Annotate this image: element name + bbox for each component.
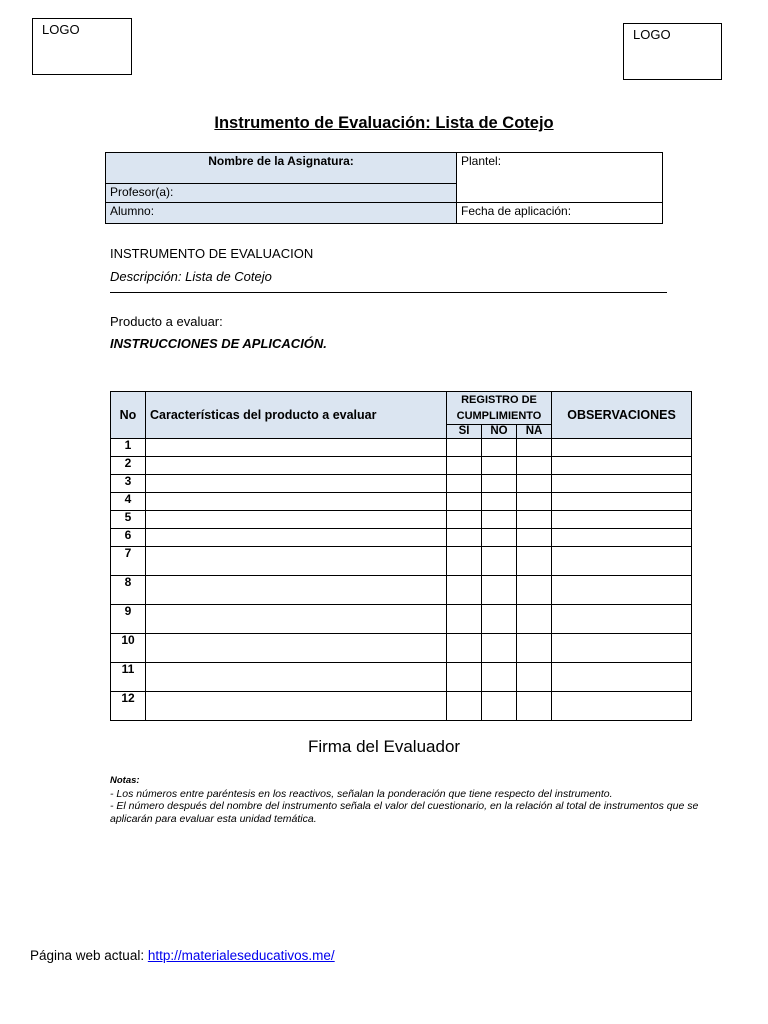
footer <box>30 948 335 963</box>
note-line-1: - Los números entre paréntesis en los reactivos, señalan la ponderación que tiene respecto del instrumento. <box>110 787 613 800</box>
si-cell[interactable] <box>447 547 482 576</box>
si-cell[interactable] <box>447 439 482 457</box>
no-cell[interactable] <box>482 475 517 493</box>
observation-cell[interactable] <box>552 493 692 511</box>
characteristic-cell[interactable] <box>146 475 447 493</box>
si-cell[interactable] <box>447 663 482 692</box>
no-cell[interactable] <box>482 511 517 529</box>
divider <box>110 292 667 293</box>
row-number: 9 <box>111 605 146 634</box>
evaluator-signature: Firma del Evaluador <box>307 737 461 756</box>
row-number: 7 <box>111 547 146 576</box>
na-cell[interactable] <box>517 576 552 605</box>
observation-cell[interactable] <box>552 529 692 547</box>
characteristic-cell[interactable] <box>146 493 447 511</box>
website-link[interactable]: http://materialeseducativos.me/ <box>147 948 335 963</box>
observation-cell[interactable] <box>552 475 692 493</box>
school-field[interactable]: Plantel: <box>457 153 662 203</box>
no-cell[interactable] <box>482 439 517 457</box>
si-cell[interactable] <box>447 475 482 493</box>
row-number: 5 <box>111 511 146 529</box>
observation-cell[interactable] <box>552 663 692 692</box>
no-cell[interactable] <box>482 576 517 605</box>
na-cell[interactable] <box>517 529 552 547</box>
row-number: 3 <box>111 475 146 493</box>
table-row <box>111 692 692 721</box>
header-observations: OBSERVACIONES <box>552 392 692 439</box>
characteristic-cell[interactable] <box>146 547 447 576</box>
si-cell[interactable] <box>447 493 482 511</box>
no-cell[interactable] <box>482 692 517 721</box>
si-cell[interactable] <box>447 605 482 634</box>
observation-cell[interactable] <box>552 576 692 605</box>
table-row <box>111 529 692 547</box>
characteristic-cell[interactable] <box>146 605 447 634</box>
characteristic-cell[interactable] <box>146 457 447 475</box>
no-cell[interactable] <box>482 634 517 663</box>
logo-right-text: LOGO <box>633 27 671 42</box>
table-row <box>111 605 692 634</box>
table-row <box>111 439 692 457</box>
no-cell[interactable] <box>482 605 517 634</box>
notes-title: Notas: <box>110 775 140 786</box>
observation-cell[interactable] <box>552 605 692 634</box>
header-characteristics: Características del producto a evaluar <box>146 392 447 439</box>
logo-left-text: LOGO <box>42 22 80 37</box>
no-cell[interactable] <box>482 547 517 576</box>
no-cell[interactable] <box>482 529 517 547</box>
table-row <box>111 634 692 663</box>
table-row <box>111 457 692 475</box>
na-cell[interactable] <box>517 511 552 529</box>
characteristic-cell[interactable] <box>146 576 447 605</box>
date-field[interactable]: Fecha de aplicación: <box>461 204 572 218</box>
document-title: Instrumento de Evaluación: Lista de Cotejo <box>214 114 554 132</box>
row-number: 6 <box>111 529 146 547</box>
observation-cell[interactable] <box>552 511 692 529</box>
na-cell[interactable] <box>517 475 552 493</box>
characteristic-cell[interactable] <box>146 529 447 547</box>
na-cell[interactable] <box>517 692 552 721</box>
student-field[interactable]: Alumno: <box>106 203 457 223</box>
na-cell[interactable] <box>517 605 552 634</box>
header-na: NA <box>517 425 552 439</box>
observation-cell[interactable] <box>552 439 692 457</box>
notes <box>110 775 730 825</box>
header-no-option: NO <box>482 425 517 439</box>
no-cell[interactable] <box>482 663 517 692</box>
header-register: REGISTRO DE CUMPLIMIENTO <box>447 392 552 425</box>
characteristic-cell[interactable] <box>146 511 447 529</box>
characteristic-cell[interactable] <box>146 663 447 692</box>
instrument-description: Descripción: Lista de Cotejo <box>110 269 272 284</box>
row-number: 8 <box>111 576 146 605</box>
si-cell[interactable] <box>447 529 482 547</box>
si-cell[interactable] <box>447 634 482 663</box>
na-cell[interactable] <box>517 493 552 511</box>
row-number: 4 <box>111 493 146 511</box>
table-row <box>111 576 692 605</box>
table-row <box>111 493 692 511</box>
checklist-body <box>111 439 692 721</box>
row-number: 12 <box>111 692 146 721</box>
na-cell[interactable] <box>517 439 552 457</box>
si-cell[interactable] <box>447 457 482 475</box>
characteristic-cell[interactable] <box>146 634 447 663</box>
note-line-2: - El número después del nombre del instrumento señala el valor del cuestionario, en la relación al total de instrumentos que se aplicarán para evaluar esta unidad temática. <box>110 800 699 825</box>
row-number: 11 <box>111 663 146 692</box>
application-instructions: INSTRUCCIONES DE APLICACIÓN. <box>110 336 327 351</box>
product-label: Producto a evaluar: <box>110 314 223 329</box>
na-cell[interactable] <box>517 547 552 576</box>
characteristic-cell[interactable] <box>146 692 447 721</box>
no-cell[interactable] <box>482 493 517 511</box>
si-cell[interactable] <box>447 692 482 721</box>
footer-label: Página web actual: <box>30 948 148 963</box>
characteristic-cell[interactable] <box>146 439 447 457</box>
observation-cell[interactable] <box>552 634 692 663</box>
si-cell[interactable] <box>447 511 482 529</box>
header-si: SI <box>447 425 482 439</box>
header-no: No <box>111 392 146 439</box>
table-row <box>111 511 692 529</box>
teacher-field[interactable]: Profesor(a): <box>106 184 457 203</box>
logo-right <box>623 23 722 80</box>
row-number: 10 <box>111 634 146 663</box>
table-row <box>111 663 692 692</box>
observation-cell[interactable] <box>552 457 692 475</box>
row-number: 2 <box>111 457 146 475</box>
observation-cell[interactable] <box>552 692 692 721</box>
logo-left <box>32 18 132 75</box>
na-cell[interactable] <box>517 663 552 692</box>
na-cell[interactable] <box>517 457 552 475</box>
row-number: 1 <box>111 439 146 457</box>
na-cell[interactable] <box>517 634 552 663</box>
observation-cell[interactable] <box>552 547 692 576</box>
no-cell[interactable] <box>482 457 517 475</box>
si-cell[interactable] <box>447 576 482 605</box>
checklist-table <box>110 391 692 721</box>
table-row <box>111 547 692 576</box>
instrument-heading: INSTRUMENTO DE EVALUACION <box>110 246 314 261</box>
table-row <box>111 475 692 493</box>
subject-field[interactable]: Nombre de la Asignatura: <box>106 153 457 184</box>
info-table <box>105 152 663 224</box>
